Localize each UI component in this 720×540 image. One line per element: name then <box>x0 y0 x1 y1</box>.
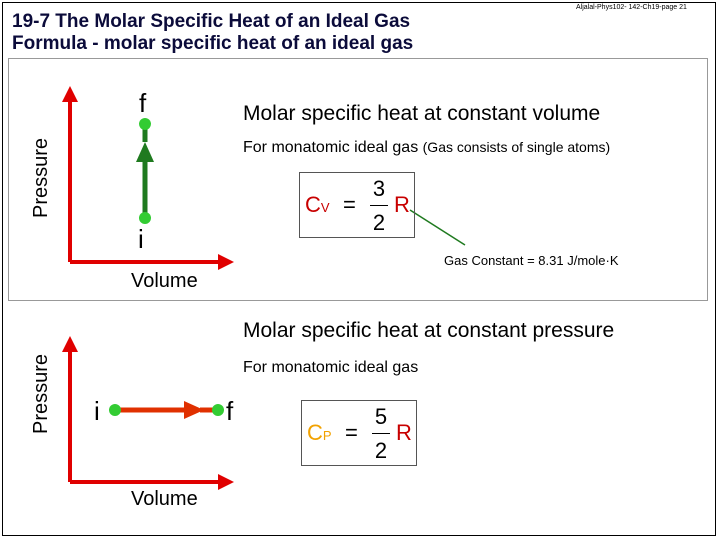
constant-pressure-note: For monatomic ideal gas <box>243 359 419 376</box>
point-final-dot <box>212 404 224 416</box>
pressure-graph-x-axis-label: Volume <box>131 488 198 510</box>
cp-constant-r: R <box>396 420 412 445</box>
y-axis-arrow-icon <box>62 86 78 102</box>
volume-graph-y-axis-label: Pressure <box>30 137 52 218</box>
cp-denominator: 2 <box>374 438 388 463</box>
volume-graph-point-initial-label: i <box>138 224 144 254</box>
pressure-graph-axes <box>62 336 234 490</box>
pressure-graph-y-axis-label: Pressure <box>30 353 52 434</box>
cp-fraction-bar <box>372 433 390 434</box>
constant-volume-heading: Molar specific heat at constant volume <box>243 102 601 125</box>
point-initial-dot <box>109 404 121 416</box>
pressure-graph-point-final-label: f <box>226 396 234 426</box>
isobaric-process <box>109 401 224 419</box>
gas-constant-note: Gas Constant = 8.31 J/mole·K <box>444 253 619 268</box>
cp-formula-box <box>301 400 417 466</box>
constant-volume-note <box>243 139 610 157</box>
pressure-graph-point-initial-label: i <box>94 396 100 426</box>
cp-equals: = <box>345 420 358 445</box>
cv-fraction-bar <box>370 205 388 206</box>
cp-numerator: 5 <box>374 404 388 429</box>
cv-numerator: 3 <box>372 176 386 201</box>
x-axis-arrow-icon <box>218 254 234 270</box>
volume-graph-x-axis-label: Volume <box>131 270 198 292</box>
cv-constant-r: R <box>394 192 410 217</box>
gas-constant-pointer <box>410 210 465 245</box>
page-reference: Aljalal-Phys102- 142-Ch19-page 21 <box>576 4 687 11</box>
cv-formula-box <box>299 172 415 238</box>
point-final-dot <box>139 118 151 130</box>
y-axis-arrow-icon <box>62 336 78 352</box>
slide-subtitle: Formula - molar specific heat of an ideal gas <box>12 33 414 54</box>
cp-symbol: CP <box>307 420 332 445</box>
constant-pressure-heading: Molar specific heat at constant pressure <box>243 319 615 342</box>
process-arrow-icon <box>136 142 154 162</box>
isochoric-process <box>136 118 154 224</box>
note-paren-text: (Gas consists of single atoms) <box>422 139 611 155</box>
point-initial-dot <box>139 212 151 224</box>
slide-title: 19-7 The Molar Specific Heat of an Ideal Gas <box>12 11 411 32</box>
volume-graph-point-final-label: f <box>139 88 147 118</box>
x-axis-arrow-icon <box>218 474 234 490</box>
cv-denominator: 2 <box>372 210 386 235</box>
note-main-text: For monatomic ideal gas <box>243 139 419 156</box>
cv-symbol: CV <box>305 192 330 217</box>
volume-graph-axes <box>62 86 234 270</box>
cv-equals: = <box>343 192 356 217</box>
